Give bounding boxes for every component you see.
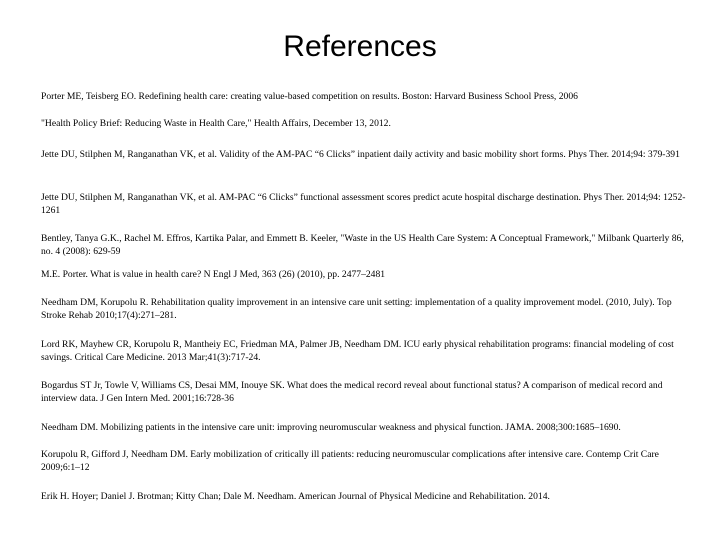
reference-item-7: Needham DM, Korupolu R. Rehabilitation quality improvement in an intensive care unit setting: implementation of a quality improvement model. (2010, July). Top Stroke Rehab 2010;17(4):271–281. bbox=[41, 297, 672, 321]
slide-title: References bbox=[283, 30, 437, 63]
reference-item-5: Bentley, Tanya G.K., Rachel M. Effros, Kartika Palar, and Emmett B. Keeler, "Waste in the US Health Care System: A Conceptual Framework," Milbank Quarterly 86, no. 4 (2008): 629-59 bbox=[41, 233, 684, 257]
reference-item-3: Jette DU, Stilphen M, Ranganathan VK, et al. Validity of the AM-PAC “6 Clicks” inpatient daily activity and basic mobility short forms. Phys Ther. 2014;94: 379-391 bbox=[41, 149, 680, 160]
reference-item-2: "Health Policy Brief: Reducing Waste in Health Care," Health Affairs, December 13, 2012. bbox=[41, 118, 391, 129]
reference-item-9: Bogardus ST Jr, Towle V, Williams CS, Desai MM, Inouye SK. What does the medical record reveal about functional status? A comparison of medical record and interview data. J Gen Intern Med. 2001;16:728-36 bbox=[41, 380, 663, 404]
reference-item-10: Needham DM. Mobilizing patients in the intensive care unit: improving neuromuscular weakness and physical function. JAMA. 2008;300:1685–1690. bbox=[41, 422, 621, 433]
reference-item-12: Erik H. Hoyer; Daniel J. Brotman; Kitty Chan; Dale M. Needham. American Journal of Physical Medicine and Rehabilitation. 2014. bbox=[41, 491, 550, 502]
reference-item-4: Jette DU, Stilphen M, Ranganathan VK, et al. AM-PAC “6 Clicks” functional assessment scores predict acute hospital discharge destination. Phys Ther. 2014;94: 1252-1261 bbox=[41, 192, 686, 216]
reference-item-1: Porter ME, Teisberg EO. Redefining health care: creating value-based competition on results. Boston: Harvard Business School Press, 2006 bbox=[41, 91, 578, 102]
reference-item-11: Korupolu R, Gifford J, Needham DM. Early mobilization of critically ill patients: reducing neuromuscular complications after intensive care. Contemp Crit Care 2009;6:1–12 bbox=[41, 449, 659, 473]
reference-item-8: Lord RK, Mayhew CR, Korupolu R, Mantheiy EC, Friedman MA, Palmer JB, Needham DM. ICU early physical rehabilitation programs: financial modeling of cost savings. Critical Care Medicine. 2013 Mar;41(3):717-24. bbox=[41, 339, 674, 363]
reference-item-6: M.E. Porter. What is value in health care? N Engl J Med, 363 (26) (2010), pp. 2477–2481 bbox=[41, 269, 386, 280]
